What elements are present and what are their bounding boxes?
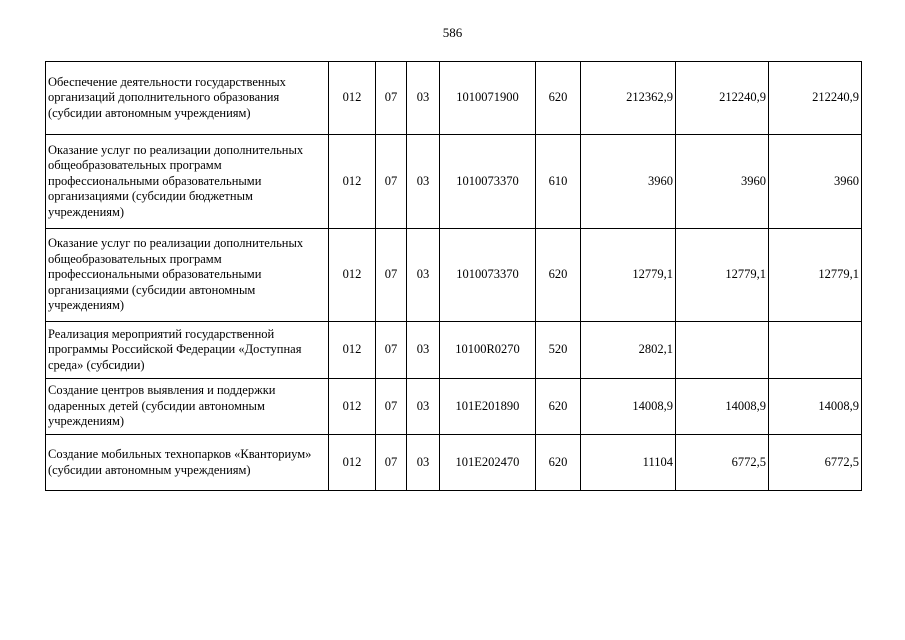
row-grbs-code: 012 <box>329 379 376 435</box>
row-description: Создание мобильных технопарков «Кванториум» (субсидии автономным учреждениям) <box>46 435 329 491</box>
row-amount-year3: 12779,1 <box>769 229 862 322</box>
row-grbs-code: 012 <box>329 135 376 229</box>
row-target-article: 101E202470 <box>440 435 536 491</box>
row-target-article: 1010073370 <box>440 135 536 229</box>
row-target-article: 1010073370 <box>440 229 536 322</box>
row-amount-year3: 14008,9 <box>769 379 862 435</box>
row-amount-year2: 212240,9 <box>676 62 769 135</box>
row-grbs-code: 012 <box>329 229 376 322</box>
row-expense-type: 610 <box>536 135 581 229</box>
row-subsection-code: 03 <box>407 62 440 135</box>
row-amount-year1: 3960 <box>581 135 676 229</box>
row-section-code: 07 <box>376 435 407 491</box>
table-row <box>46 229 862 322</box>
row-target-article: 10100R0270 <box>440 322 536 379</box>
row-amount-year3: 3960 <box>769 135 862 229</box>
row-target-article: 1010071900 <box>440 62 536 135</box>
row-description: Создание центров выявления и поддержки одаренных детей (субсидии автономным учреждениям) <box>46 379 329 435</box>
row-amount-year3: 6772,5 <box>769 435 862 491</box>
row-section-code: 07 <box>376 135 407 229</box>
row-section-code: 07 <box>376 379 407 435</box>
row-section-code: 07 <box>376 229 407 322</box>
row-grbs-code: 012 <box>329 62 376 135</box>
row-subsection-code: 03 <box>407 435 440 491</box>
row-subsection-code: 03 <box>407 229 440 322</box>
row-amount-year2: 12779,1 <box>676 229 769 322</box>
table-row <box>46 62 862 135</box>
row-subsection-code: 03 <box>407 379 440 435</box>
table-row <box>46 379 862 435</box>
row-amount-year1: 14008,9 <box>581 379 676 435</box>
budget-table <box>45 61 862 491</box>
row-target-article: 101E201890 <box>440 379 536 435</box>
row-amount-year3 <box>769 322 862 379</box>
row-description: Оказание услуг по реализации дополнительных общеобразовательных программ профессиональными образовательными организациями (субсидии автономным учреждениям) <box>46 229 329 322</box>
row-amount-year1: 2802,1 <box>581 322 676 379</box>
row-amount-year2: 3960 <box>676 135 769 229</box>
row-expense-type: 620 <box>536 379 581 435</box>
row-amount-year2 <box>676 322 769 379</box>
row-expense-type: 620 <box>536 435 581 491</box>
row-grbs-code: 012 <box>329 322 376 379</box>
row-description: Оказание услуг по реализации дополнительных общеобразовательных программ профессиональными образовательными организациями (субсидии бюджетным учреждениям) <box>46 135 329 229</box>
row-section-code: 07 <box>376 62 407 135</box>
row-amount-year1: 11104 <box>581 435 676 491</box>
row-description: Реализация мероприятий государственной программы Российской Федерации «Доступная среда» (субсидии) <box>46 322 329 379</box>
row-expense-type: 620 <box>536 229 581 322</box>
table-row <box>46 435 862 491</box>
row-expense-type: 520 <box>536 322 581 379</box>
row-amount-year3: 212240,9 <box>769 62 862 135</box>
row-section-code: 07 <box>376 322 407 379</box>
row-expense-type: 620 <box>536 62 581 135</box>
row-description: Обеспечение деятельности государственных организаций дополнительного образования (субсидии автономным учреждениям) <box>46 62 329 135</box>
row-amount-year2: 14008,9 <box>676 379 769 435</box>
row-subsection-code: 03 <box>407 322 440 379</box>
row-amount-year2: 6772,5 <box>676 435 769 491</box>
row-grbs-code: 012 <box>329 435 376 491</box>
row-amount-year1: 212362,9 <box>581 62 676 135</box>
row-subsection-code: 03 <box>407 135 440 229</box>
page-number: 586 <box>442 25 463 40</box>
table-row <box>46 322 862 379</box>
row-amount-year1: 12779,1 <box>581 229 676 322</box>
table-row <box>46 135 862 229</box>
